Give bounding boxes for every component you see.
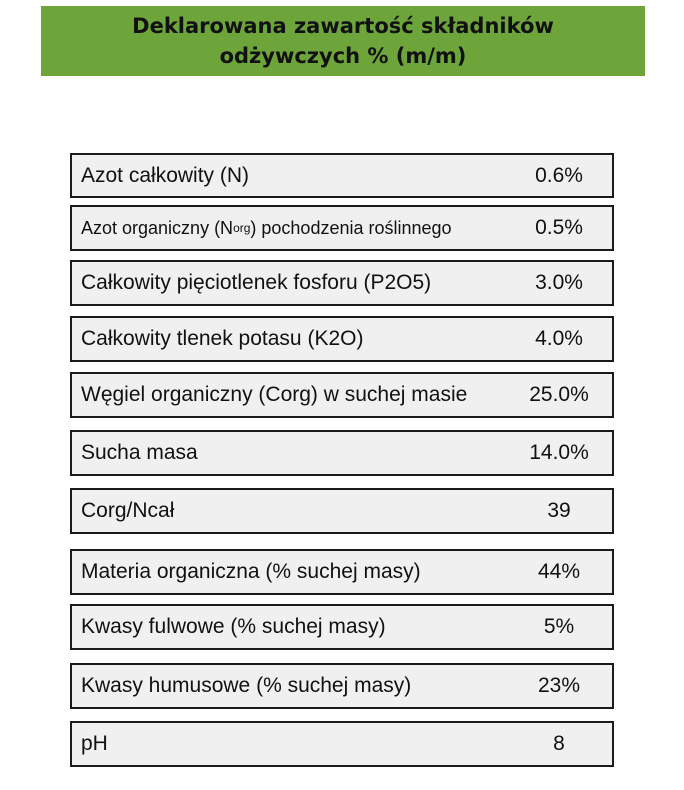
title-line-1: Deklarowana zawartość składników xyxy=(132,14,554,38)
nutrient-value: 0.6% xyxy=(535,163,583,187)
nutrient-label: Kwasy humusowe (% suchej masy) xyxy=(81,674,412,697)
nutrient-value: 0.5% xyxy=(535,216,583,239)
nutrient-value: 23% xyxy=(537,674,581,697)
nutrient-label: Całkowity pięciotlenek fosforu (P2O5) xyxy=(81,271,432,294)
nutrient-value: 39 xyxy=(547,499,571,522)
nutrient-value: 5% xyxy=(543,615,575,638)
nutrient-label: Węgiel organiczny (Corg) w suchej masie xyxy=(81,383,468,406)
nutrient-value: 25.0% xyxy=(529,383,589,406)
nutrient-row-phosphorus xyxy=(70,260,614,306)
nutrient-row-dry-matter xyxy=(70,430,614,476)
nutrient-value: 44% xyxy=(537,560,581,583)
nutrient-row-fulvic-acids xyxy=(70,604,614,650)
nutrient-row-organic-matter xyxy=(70,549,614,595)
nutrient-label: Kwasy fulwowe (% suchej masy) xyxy=(81,615,386,638)
nutrient-row-humic-acids xyxy=(70,663,614,709)
nutrient-label: Całkowity tlenek potasu (K2O) xyxy=(81,327,364,350)
nutrient-label: pH xyxy=(81,732,108,755)
nutrient-label-post: ) pochodzenia roślinnego xyxy=(250,217,452,238)
nutrient-row-potassium xyxy=(70,316,614,362)
nutrient-label: Azot organiczny (N org ) pochodzenia roślinnego xyxy=(81,217,452,238)
nutrient-value: 14.0% xyxy=(529,441,589,464)
nutrient-row-organic-nitrogen xyxy=(70,205,614,251)
nutrient-label: Azot całkowity (N) xyxy=(81,163,250,187)
nutrient-label-pre: Azot organiczny (N xyxy=(81,217,234,238)
nutrient-value: 4.0% xyxy=(535,327,583,350)
title-line-2: odżywczych % (m/m) xyxy=(219,44,467,68)
nutrient-row-organic-carbon xyxy=(70,372,614,418)
nutrient-row-ph xyxy=(70,721,614,767)
nutrient-value: 3.0% xyxy=(535,271,583,294)
nutrient-row-c-n-ratio xyxy=(70,488,614,534)
nutrient-label: Corg/Ncał xyxy=(81,499,175,522)
nutrient-value: 8 xyxy=(553,732,565,755)
nutrient-label: Materia organiczna (% suchej masy) xyxy=(81,560,421,583)
nutrient-row-total-nitrogen xyxy=(70,153,614,198)
nutrient-label: Sucha masa xyxy=(81,441,198,464)
